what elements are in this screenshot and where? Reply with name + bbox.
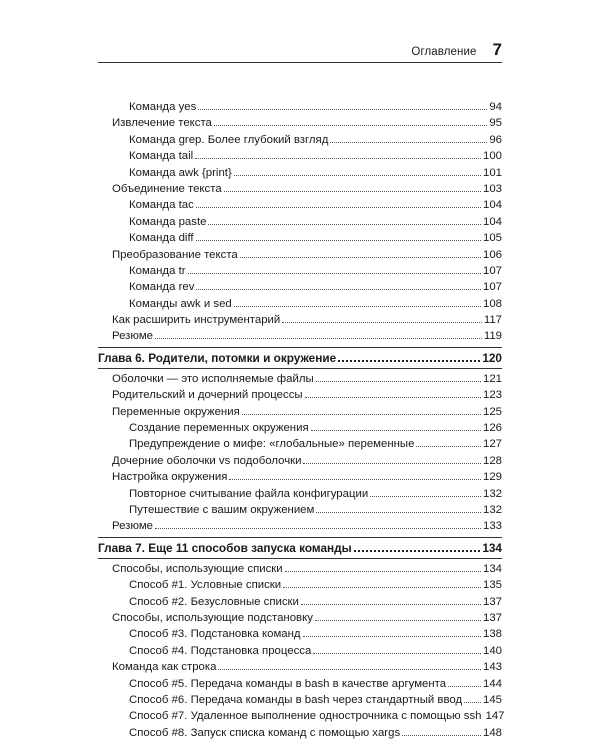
- toc-entry-label: Как расширить инструментарий: [112, 314, 281, 327]
- toc-entry-page: 137: [482, 611, 502, 624]
- toc-entry-page: 117: [483, 314, 502, 327]
- toc-entry[interactable]: [112, 371, 502, 387]
- toc-entry-page: 103: [482, 182, 502, 195]
- toc-entry-label: Способ #2. Безусловные списки: [129, 595, 299, 608]
- toc-entry-page: 106: [482, 248, 502, 261]
- dot-leader: [370, 486, 481, 497]
- toc-entry[interactable]: [112, 296, 502, 312]
- dot-leader: [240, 247, 481, 258]
- toc-entry-page: 123: [482, 389, 502, 402]
- toc-entry[interactable]: [112, 214, 502, 230]
- toc-entry-label: Преобразование текста: [112, 248, 238, 261]
- toc-entry-page: 105: [482, 232, 502, 245]
- dot-leader: [224, 181, 481, 192]
- toc-entry-label: Резюме: [112, 330, 153, 343]
- toc-entry[interactable]: [112, 230, 502, 246]
- dot-leader: [285, 561, 481, 572]
- dot-leader: [229, 469, 481, 480]
- toc-entry-label: Способ #5. Передача команды в bash в качестве аргумента: [129, 677, 447, 690]
- toc-entry[interactable]: [112, 453, 502, 469]
- toc-entry[interactable]: [112, 312, 502, 328]
- toc-entry[interactable]: [112, 518, 502, 534]
- toc-entry[interactable]: [112, 404, 502, 420]
- toc-entry-label: Способы, использующие списки: [112, 562, 283, 575]
- dot-leader: [464, 692, 481, 703]
- toc-entry-label: Команда tr: [129, 264, 186, 277]
- toc-entry-label: Повторное считывание файла конфигурации: [129, 487, 369, 500]
- toc-entry-label: Команда как строка: [112, 661, 217, 674]
- toc-entry-label: Команды awk и sed: [129, 297, 232, 310]
- toc-entry-label: Способ #8. Запуск списка команд с помощью xargs: [129, 726, 401, 739]
- toc-entry[interactable]: [112, 692, 502, 708]
- toc-entry[interactable]: [112, 165, 502, 181]
- toc-entry-page: 129: [482, 471, 502, 484]
- toc-entry-label: Способ #3. Подстановка команд: [129, 628, 301, 641]
- toc-entry-page: 137: [482, 595, 502, 608]
- dot-leader: [234, 296, 481, 307]
- dot-leader: [313, 643, 481, 654]
- toc-entry[interactable]: [112, 643, 502, 659]
- dot-leader: [214, 115, 487, 126]
- toc-entry-label: Команда yes: [129, 101, 197, 113]
- dot-leader: [196, 230, 481, 241]
- dot-leader: [188, 263, 481, 274]
- toc-entry-label: Команда awk {print}: [129, 166, 232, 179]
- dot-leader: [198, 99, 487, 110]
- toc-entry[interactable]: [112, 676, 502, 692]
- toc-entry-label: Команда tac: [129, 199, 194, 212]
- toc-entry-page: 132: [482, 503, 502, 516]
- dot-leader: [338, 349, 480, 362]
- toc-entry-page: 95: [489, 117, 502, 130]
- toc-entry-label: Команда tail: [129, 150, 194, 163]
- toc-entry[interactable]: [112, 469, 502, 485]
- table-of-contents: [98, 99, 505, 741]
- toc-entry[interactable]: [112, 626, 502, 642]
- toc-entry-page: 107: [482, 281, 502, 294]
- toc-entry[interactable]: [112, 115, 502, 131]
- dot-leader: [282, 312, 482, 323]
- toc-entry-label: Глава 6. Родители, потомки и окружение: [98, 350, 337, 365]
- toc-entry[interactable]: [112, 99, 502, 115]
- toc-entry-label: Резюме: [112, 520, 153, 533]
- toc-entry-page: 133: [482, 520, 502, 533]
- dot-leader: [242, 404, 481, 415]
- toc-entry[interactable]: [112, 610, 502, 626]
- toc-entry-page: 140: [482, 644, 502, 657]
- toc-entry-page: 144: [482, 677, 502, 690]
- dot-leader: [301, 594, 481, 605]
- dot-leader: [316, 502, 481, 513]
- dot-leader: [315, 610, 481, 621]
- toc-entry[interactable]: [112, 181, 502, 197]
- page-number: 7: [492, 40, 502, 59]
- toc-entry-page: 104: [482, 215, 502, 228]
- toc-entry-page: 134: [482, 562, 502, 575]
- toc-entry[interactable]: [112, 263, 502, 279]
- toc-chapter-entry[interactable]: [98, 537, 502, 559]
- running-header: [98, 40, 502, 63]
- toc-entry[interactable]: [112, 247, 502, 263]
- toc-entry-page: 135: [482, 579, 502, 592]
- toc-entry-page: 127: [482, 438, 502, 451]
- toc-entry-page: 104: [482, 199, 502, 212]
- toc-entry-page: 148: [482, 726, 502, 739]
- toc-entry-page: 125: [482, 405, 502, 418]
- toc-entry-page: 96: [489, 133, 502, 146]
- toc-entry-page: 108: [482, 297, 502, 310]
- toc-entry[interactable]: [112, 577, 502, 593]
- dot-leader: [330, 132, 487, 143]
- toc-entry[interactable]: [112, 436, 502, 452]
- dot-leader: [208, 214, 481, 225]
- dot-leader: [354, 539, 481, 552]
- running-header-title: Оглавление: [411, 46, 477, 58]
- toc-entry[interactable]: [112, 387, 502, 403]
- toc-entry-label: Настройка окружения: [112, 471, 228, 484]
- toc-entry-label: Способ #4. Подстановка процесса: [129, 644, 312, 657]
- toc-entry[interactable]: [112, 502, 502, 518]
- toc-entry-page: 143: [482, 661, 502, 674]
- dot-leader: [234, 165, 481, 176]
- toc-entry-label: Объединение текста: [112, 182, 222, 195]
- toc-entry-page: 132: [482, 487, 502, 500]
- toc-entry-label: Создание переменных окружения: [129, 422, 309, 435]
- toc-entry[interactable]: [112, 197, 502, 213]
- toc-entry-label: Способ #1. Условные списки: [129, 579, 282, 592]
- dot-leader: [448, 676, 481, 687]
- toc-entry-label: Команда rev: [129, 281, 195, 294]
- toc-entry[interactable]: [112, 725, 502, 741]
- toc-entry-page: 126: [482, 422, 502, 435]
- toc-entry-page: 119: [483, 330, 502, 343]
- toc-entry-label: Способ #6. Передача команды в bash через стандартный ввод: [129, 693, 463, 706]
- toc-entry[interactable]: [112, 328, 502, 344]
- toc-entry-label: Извлечение текста: [112, 117, 212, 130]
- toc-entry-label: Оболочки — это исполняемые файлы: [112, 372, 314, 385]
- toc-entry-page: 101: [482, 166, 502, 179]
- toc-entry-label: Переменные окружения: [112, 405, 240, 418]
- toc-entry-page: 145: [482, 693, 502, 706]
- toc-entry-page: 138: [482, 628, 502, 641]
- dot-leader: [303, 453, 481, 464]
- toc-entry[interactable]: [112, 148, 502, 164]
- toc-entry[interactable]: [112, 659, 502, 675]
- toc-entry[interactable]: [112, 594, 502, 610]
- dot-leader: [402, 725, 481, 736]
- toc-entry-page: 120: [482, 350, 502, 365]
- toc-entry-page: 128: [482, 454, 502, 467]
- toc-entry-label: Способы, использующие подстановку: [112, 611, 313, 624]
- dot-leader: [196, 279, 481, 290]
- toc-entry-label: Путешествие с вашим окружением: [129, 503, 315, 516]
- dot-leader: [218, 659, 481, 670]
- dot-leader: [311, 420, 481, 431]
- dot-leader: [316, 371, 481, 382]
- toc-entry[interactable]: [112, 420, 502, 436]
- dot-leader: [305, 387, 481, 398]
- dot-leader: [195, 148, 481, 159]
- toc-entry[interactable]: [112, 561, 502, 577]
- toc-entry[interactable]: [112, 486, 502, 502]
- toc-entry-label: Родительский и дочерний процессы: [112, 389, 303, 402]
- toc-entry-label: Команда paste: [129, 215, 207, 228]
- dot-leader: [303, 626, 481, 637]
- toc-entry-label: Команда grep. Более глубокий взгляд: [129, 133, 329, 146]
- toc-entry[interactable]: [112, 279, 502, 295]
- toc-entry-page: 147: [485, 710, 505, 723]
- toc-entry-page: 94: [489, 101, 502, 113]
- toc-entry-label: Предупреждение о мифе: «глобальные» переменные: [129, 438, 415, 451]
- toc-entry-label: Команда diff: [129, 232, 194, 245]
- toc-entry-page: 100: [482, 150, 502, 163]
- toc-entry-label: Дочерние оболочки vs подоболочки: [112, 454, 302, 467]
- toc-entry-label: Способ #7. Удаленное выполнение однострочника с помощью ssh: [129, 710, 482, 723]
- toc-entry-page: 134: [482, 540, 502, 555]
- toc-entry[interactable]: [112, 132, 502, 148]
- dot-leader: [155, 328, 482, 339]
- dot-leader: [283, 577, 481, 588]
- dot-leader: [155, 518, 481, 529]
- dot-leader: [416, 436, 481, 447]
- dot-leader: [196, 197, 481, 208]
- toc-entry-page: 121: [482, 372, 502, 385]
- toc-entry-page: 107: [482, 264, 502, 277]
- toc-chapter-entry[interactable]: [98, 347, 502, 369]
- toc-entry-label: Глава 7. Еще 11 способов запуска команды: [98, 540, 352, 555]
- toc-entry[interactable]: [112, 708, 505, 724]
